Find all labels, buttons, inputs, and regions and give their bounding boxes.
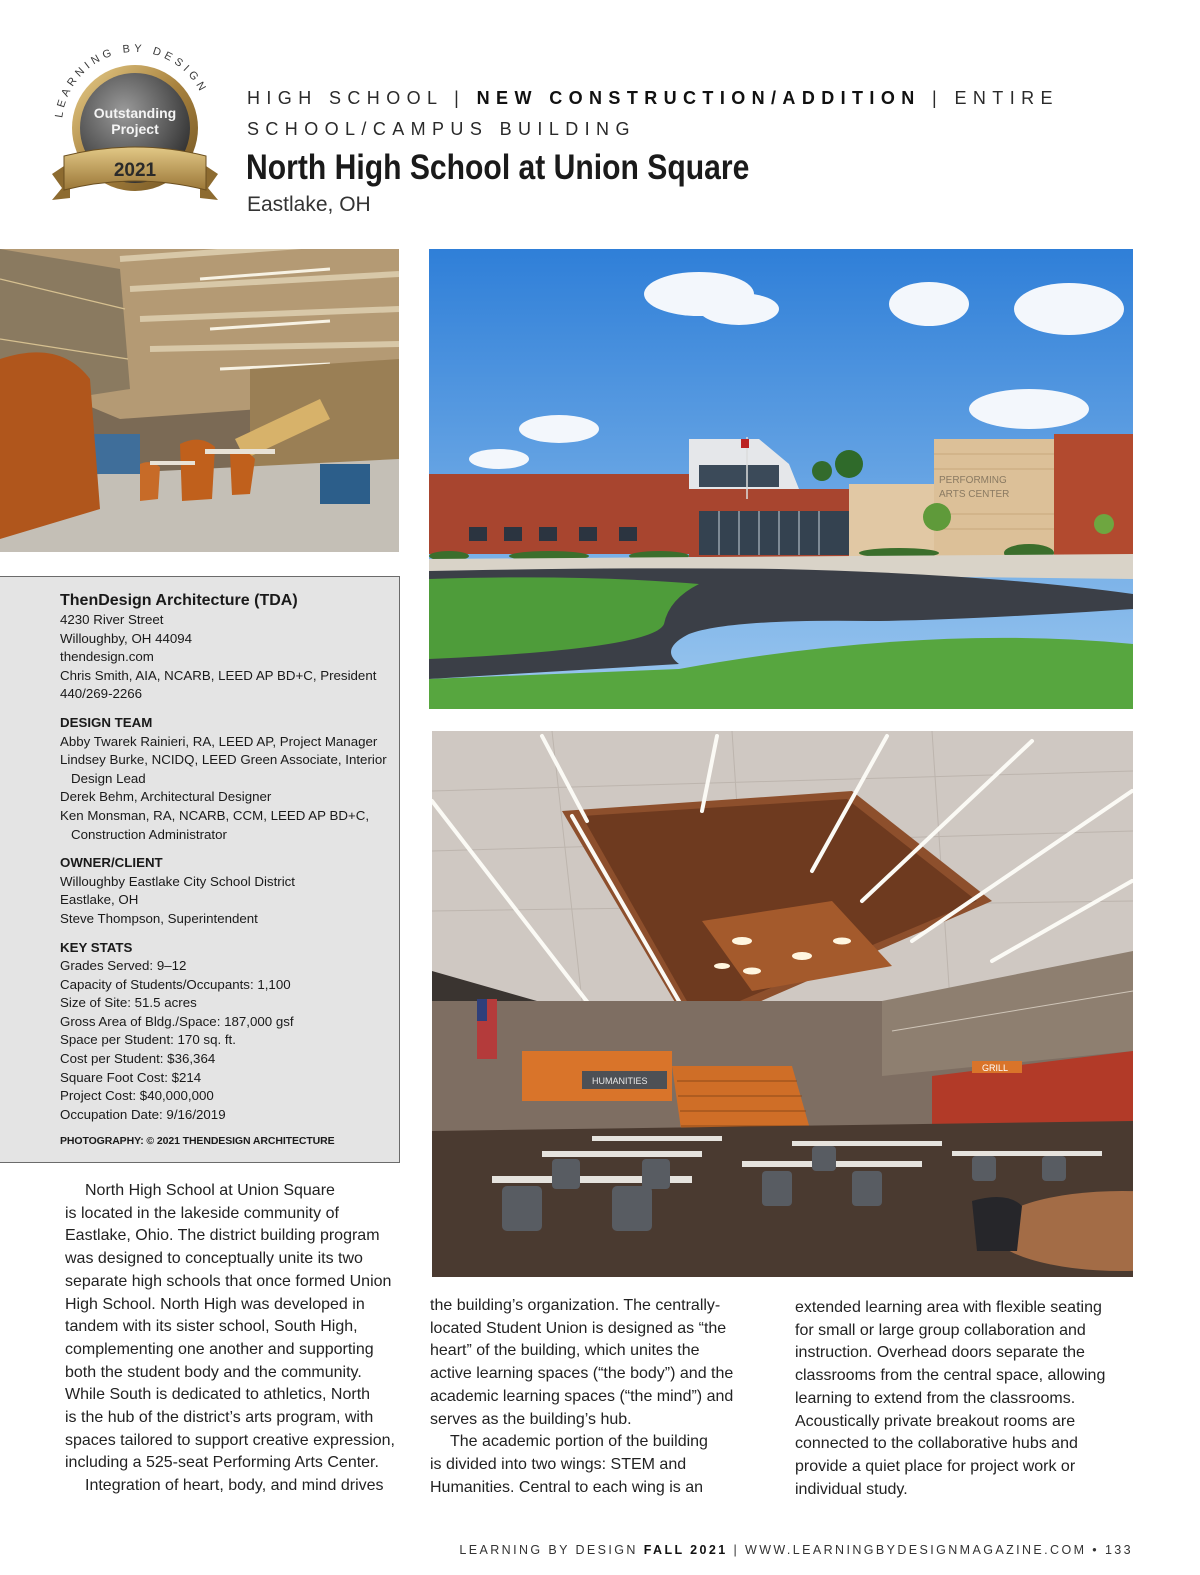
badge-arc-text: LEARNING BY DESIGN: [53, 42, 210, 119]
body-line: is divided into two wings: STEM and: [430, 1455, 687, 1473]
exterior-sign-performing: PERFORMING: [939, 475, 1007, 486]
footer-issue: FALL 2021: [643, 1543, 728, 1557]
body-line: complementing one another and supporting: [65, 1340, 374, 1358]
firm-name: ThenDesign Architecture (TDA): [60, 592, 298, 609]
design-team-line: Design Lead: [71, 770, 146, 786]
body-column-1: [65, 1180, 395, 1498]
firm-line: Willoughby, OH 44094: [60, 630, 193, 646]
design-team-heading: DESIGN TEAM: [60, 714, 153, 730]
firm-line: Chris Smith, AIA, NCARB, LEED AP BD+C, President: [60, 667, 377, 683]
page-number: 133: [1104, 1543, 1133, 1557]
body-line: provide a quiet place for project work or: [795, 1457, 1076, 1475]
body-line: North High School at Union Square: [85, 1182, 335, 1199]
key-stats-heading: KEY STATS: [60, 939, 133, 955]
stat-line: Capacity of Students/Occupants: 1,100: [60, 976, 291, 992]
category-part2: | ENTIRE: [920, 88, 1059, 108]
body-line: spaces tailored to support creative expression,: [65, 1431, 395, 1449]
exterior-sign-arts: ARTS CENTER: [939, 489, 1010, 500]
body-line: extended learning area with flexible seating: [795, 1299, 1102, 1316]
body-line: instruction. Overhead doors separate the: [795, 1344, 1085, 1362]
student-union-commons-photo: [432, 731, 1133, 1277]
page-title: North High School at Union Square: [246, 148, 750, 187]
outstanding-project-badge: [40, 30, 230, 220]
owner-line: Willoughby Eastlake City School District: [60, 873, 295, 889]
badge-year: 2021: [113, 160, 157, 181]
footer-separator: |: [727, 1543, 745, 1557]
body-line: is located in the lakeside community of: [65, 1204, 339, 1222]
body-line: Integration of heart, body, and mind drives: [85, 1477, 384, 1495]
interior-sign-grill: GRILL: [982, 1063, 1009, 1073]
interior-atrium-photo: [0, 249, 399, 552]
design-team-line: Derek Behm, Architectural Designer: [60, 789, 272, 805]
body-line: High School. North High was developed in: [65, 1295, 365, 1313]
body-line: was designed to conceptually unite its two: [65, 1250, 363, 1268]
interior-sign-humanities: HUMANITIES: [592, 1076, 648, 1086]
stat-line: Gross Area of Bldg./Space: 187,000 gsf: [60, 1013, 294, 1029]
body-line: for small or large group collaboration and: [795, 1321, 1086, 1339]
owner-heading: OWNER/CLIENT: [60, 855, 163, 871]
footer-magazine: LEARNING BY DESIGN: [459, 1543, 644, 1557]
body-line: individual study.: [795, 1480, 908, 1498]
body-line: separate high schools that once formed Union: [65, 1272, 392, 1290]
design-team-line: Lindsey Burke, NCIDQ, LEED Green Associate, Interior: [60, 752, 387, 768]
photo-credit: PHOTOGRAPHY: © 2021 THENDESIGN ARCHITECTURE: [60, 1135, 335, 1148]
category-part1: HIGH SCHOOL |: [247, 88, 477, 108]
body-line: is the hub of the district’s arts program, with: [65, 1409, 374, 1427]
body-line: Humanities. Central to each wing is an: [430, 1478, 704, 1496]
stat-line: Size of Site: 51.5 acres: [60, 995, 197, 1011]
body-line: Eastlake, Ohio. The district building program: [65, 1227, 380, 1245]
stat-line: Grades Served: 9–12: [60, 958, 187, 974]
body-line: academic learning spaces (“the mind”) and: [430, 1387, 734, 1405]
stat-line: Project Cost: $40,000,000: [60, 1088, 214, 1104]
body-line: Acoustically private breakout rooms are: [795, 1412, 1076, 1430]
design-team-line: Ken Monsman, RA, NCARB, CCM, LEED AP BD+C,: [60, 807, 370, 823]
category-line-1: [247, 88, 1147, 109]
owner-line: Eastlake, OH: [60, 892, 139, 908]
badge-line2: Project: [111, 121, 159, 137]
footer-url: WWW.LEARNINGBYDESIGNMAGAZINE.COM: [745, 1543, 1087, 1557]
body-line: While South is dedicated to athletics, North: [65, 1386, 371, 1404]
stat-line: Occupation Date: 9/16/2019: [60, 1106, 226, 1122]
page-footer: [459, 1543, 1133, 1557]
footer-bullet: •: [1086, 1543, 1105, 1557]
body-line: classrooms from the central space, allowing: [795, 1367, 1106, 1385]
body-line: the building’s organization. The centrally-: [430, 1297, 721, 1314]
body-line: connected to the collaborative hubs and: [795, 1435, 1078, 1453]
body-column-3: [795, 1297, 1105, 1501]
category-bold: NEW CONSTRUCTION/ADDITION: [476, 88, 921, 108]
owner-line: Steve Thompson, Superintendent: [60, 910, 258, 926]
firm-line: 440/269-2266: [60, 686, 143, 702]
project-info-sidebar: [0, 576, 400, 1163]
stat-line: Square Foot Cost: $214: [60, 1069, 202, 1085]
design-team-line: Construction Administrator: [71, 826, 227, 842]
body-line: both the student body and the community.: [65, 1363, 362, 1381]
body-column-2: [430, 1295, 733, 1499]
body-line: learning to extend from the classrooms.: [795, 1389, 1076, 1407]
body-line: located Student Union is designed as “the: [430, 1319, 727, 1337]
stat-line: Space per Student: 170 sq. ft.: [60, 1032, 236, 1048]
body-line: tandem with its sister school, South High,: [65, 1318, 358, 1336]
body-line: The academic portion of the building: [450, 1433, 708, 1451]
category-line-2: SCHOOL/CAMPUS BUILDING: [247, 119, 636, 139]
body-line: serves as the building’s hub.: [430, 1410, 632, 1428]
body-line: active learning spaces (“the body”) and the: [430, 1365, 734, 1383]
firm-line: thendesign.com: [60, 649, 154, 665]
firm-line: 4230 River Street: [60, 612, 164, 627]
stat-line: Cost per Student: $36,364: [60, 1051, 216, 1067]
project-location: Eastlake, OH: [247, 193, 371, 216]
badge-line1: Outstanding: [93, 105, 177, 121]
design-team-line: Abby Twarek Rainieri, RA, LEED AP, Project Manager: [60, 733, 378, 749]
exterior-building-photo: [429, 249, 1133, 709]
body-line: including a 525-seat Performing Arts Center.: [65, 1454, 379, 1472]
body-line: heart” of the building, which unites the: [430, 1342, 700, 1360]
